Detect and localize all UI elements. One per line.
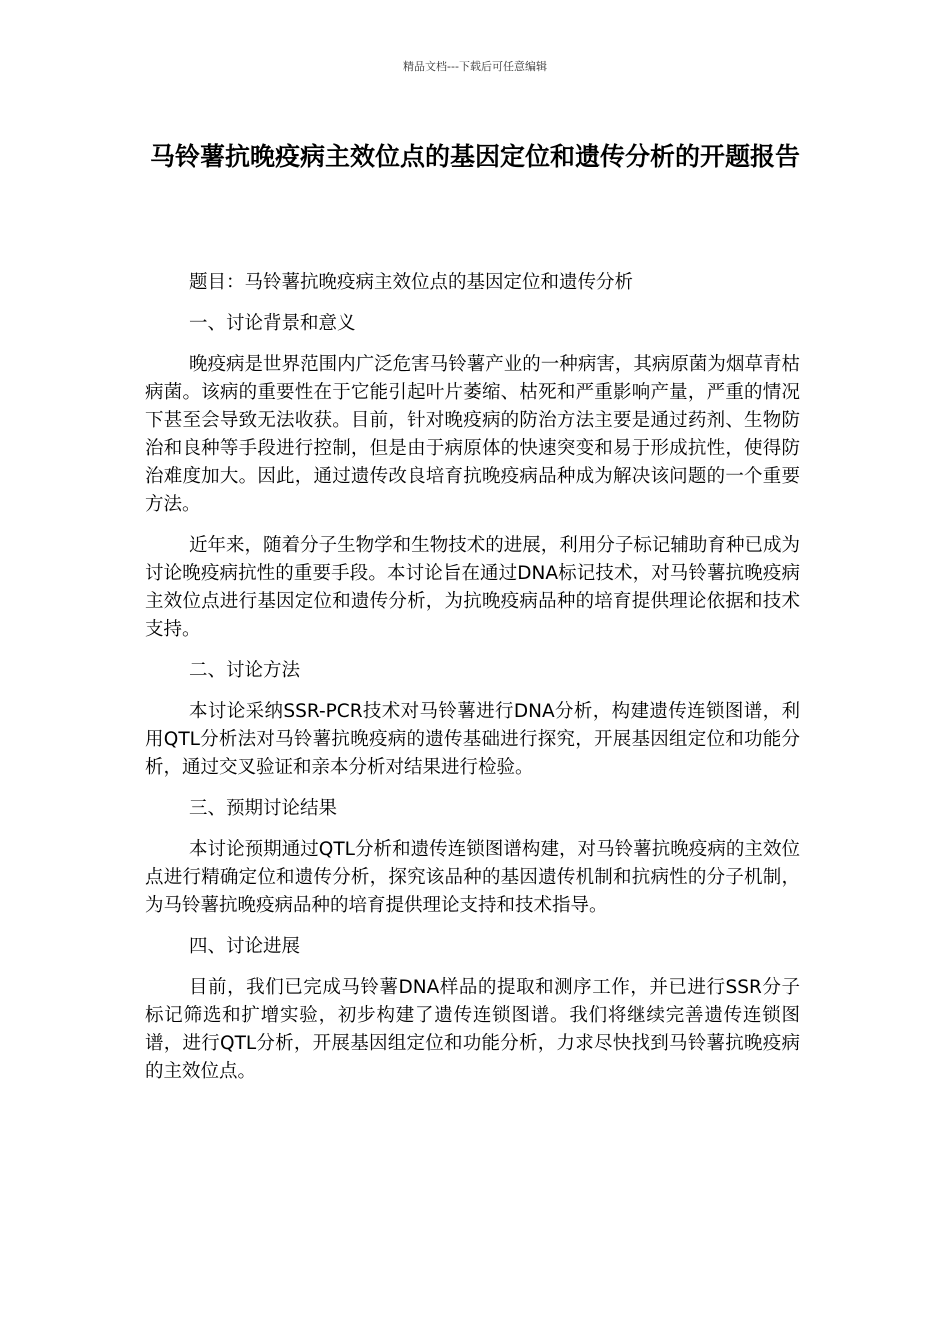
section-heading-progress: 四、讨论进展: [189, 936, 301, 957]
paragraph-background-1: 晚疫病是世界范围内广泛危害马铃薯产业的一种病害，其病原菌为烟草青枯病菌。该病的重要性在于它能引起叶片萎缩、枯死和严重影响产量，严重的情况下甚至会导致无法收获。目前，针对晚疫病的防治方法主要是通过药剂、生物防治和良种等手段进行控制，但是由于病原体的快速突变和易于形成抗性，使得防治难度加大。因此，通过遗传改良培育抗晚疫病品种成为解决该问题的一个重要方法。: [145, 354, 800, 515]
header-note: 精品文档---下载后可任意编辑: [403, 60, 547, 73]
section-heading-expected-results: 三、预期讨论结果: [189, 798, 338, 819]
paragraph-progress: 目前，我们已完成马铃薯DNA样品的提取和测序工作，并已进行SSR分子标记筛选和扩增实验，初步构建了遗传连锁图谱。我们将继续完善遗传连锁图谱，进行QTL分析，开展基因组定位和功能分析，力求尽快找到马铃薯抗晚疫病的主效位点。: [145, 977, 800, 1082]
section-heading-method: 二、讨论方法: [189, 660, 301, 681]
paragraph-expected-results: 本讨论预期通过QTL分析和遗传连锁图谱构建，对马铃薯抗晚疫病的主效位点进行精确定位和遗传分析，探究该品种的基因遗传机制和抗病性的分子机制，为马铃薯抗晚疫病品种的培育提供理论支持和技术指导。: [145, 839, 800, 916]
topic-line: 题目：马铃薯抗晚疫病主效位点的基因定位和遗传分析: [189, 272, 634, 293]
paragraph-background-2: 近年来，随着分子生物学和生物技术的进展，利用分子标记辅助育种已成为讨论晚疫病抗性的重要手段。本讨论旨在通过DNA标记技术，对马铃薯抗晚疫病主效位点进行基因定位和遗传分析，为抗晚疫病品种的培育提供理论依据和技术支持。: [145, 535, 800, 640]
document-body: [145, 269, 800, 1099]
section-heading-background: 一、讨论背景和意义: [189, 313, 356, 334]
paragraph-method: 本讨论采纳SSR-PCR技术对马铃薯进行DNA分析，构建遗传连锁图谱，利用QTL分析法对马铃薯抗晚疫病的遗传基础进行探究，开展基因组定位和功能分析，通过交叉验证和亲本分析对结果进行检验。: [145, 701, 800, 778]
document-title: 马铃薯抗晚疫病主效位点的基因定位和遗传分析的开题报告: [149, 142, 800, 171]
